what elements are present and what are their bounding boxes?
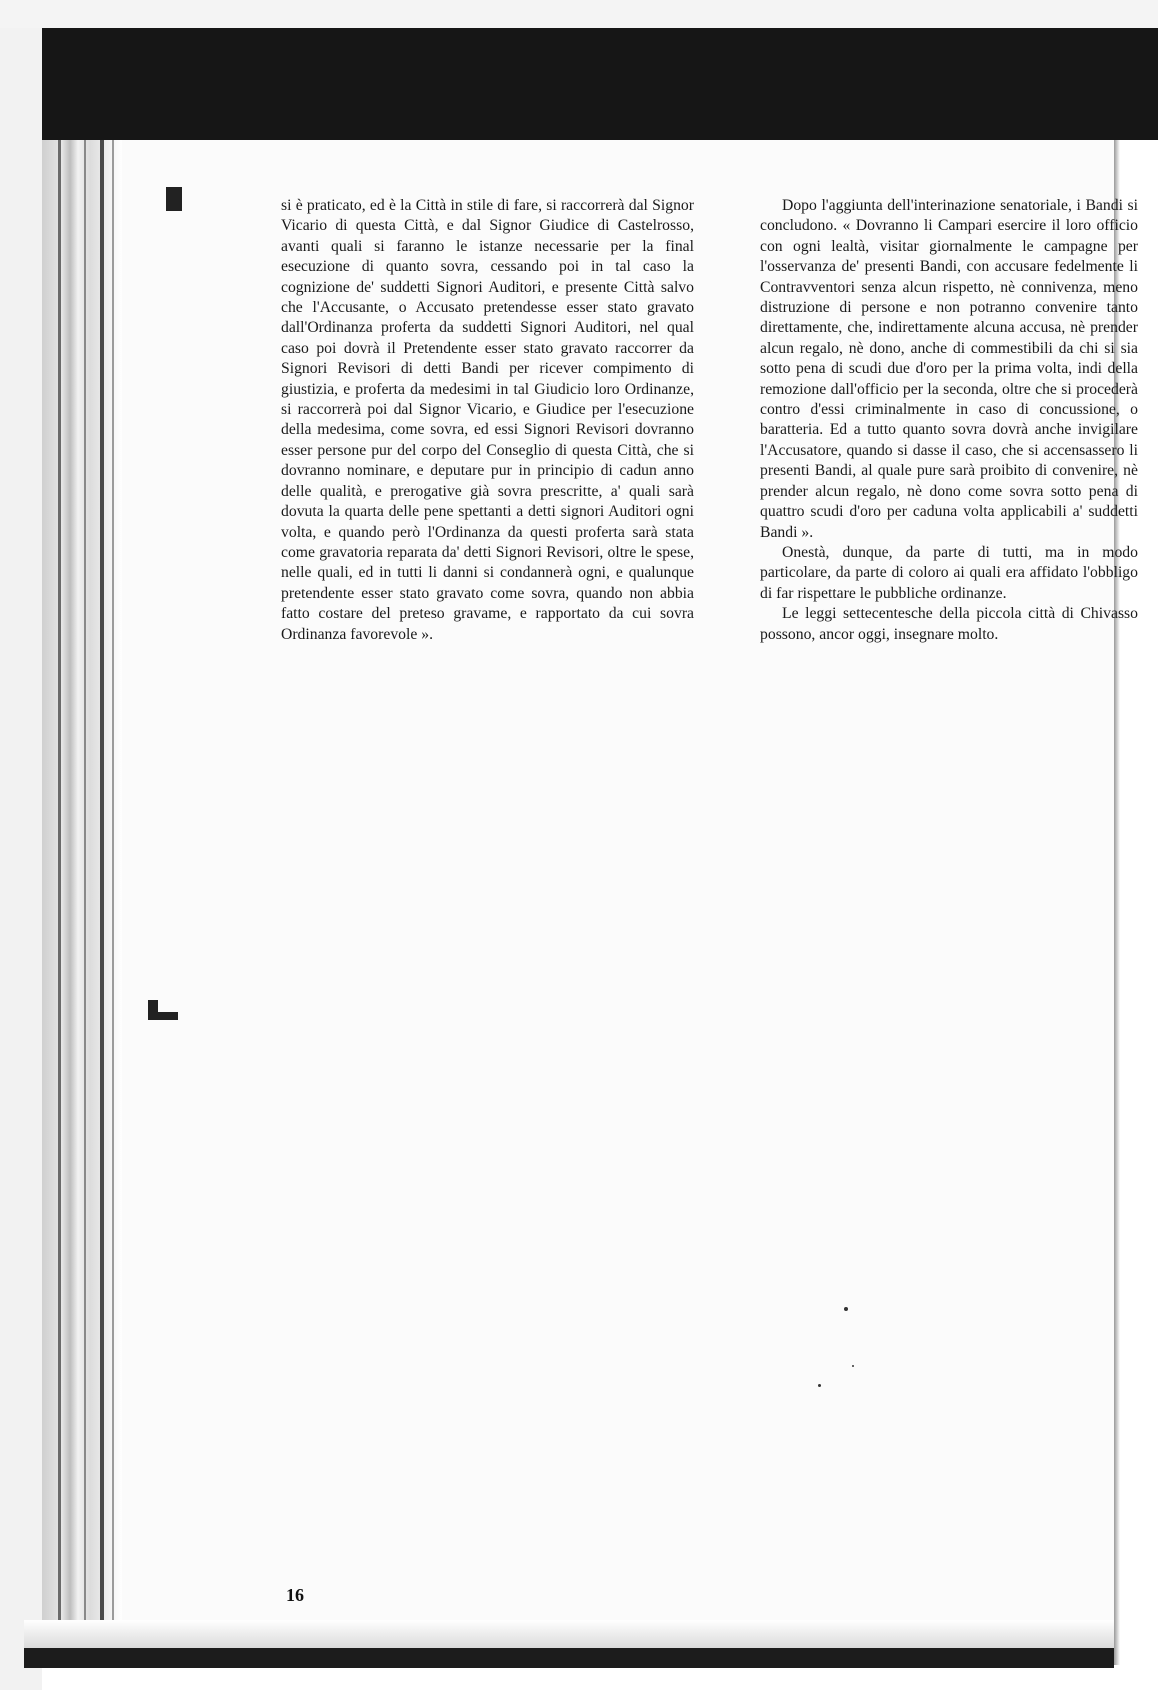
scan-speck [818,1384,821,1387]
paragraph: Le leggi settecentesche della piccola città di Chivasso possono, ancor oggi, insegnare molto. [760,605,1138,643]
scan-left-margin [0,0,42,1690]
scan-speck [852,1365,854,1367]
page-bottom-shadow [24,1620,1114,1650]
scan-dark-band-bottom [24,1648,1114,1668]
page-gutter-shadow [42,140,122,1665]
gutter-line [112,140,114,1665]
scan-mark [166,187,182,211]
scan-top-margin [0,0,1158,28]
scan-speck [844,1307,848,1311]
gutter-line [100,140,104,1665]
paragraph: Onestà, dunque, da parte di tutti, ma in modo particolare, da parte di coloro ai quali era affidato l'obbligo di far rispettare le pubbliche ordinanze. [760,543,1138,602]
gutter-line [84,140,86,1665]
paragraph: Dopo l'aggiunta dell'interinazione senatoriale, i Bandi si concludono. « Dovranno li Campari esercire il loro officio con ogni lealtà, visitar giornalmente le campagne per l'osservanza de' presenti Bandi, con accusare fedelmente li Contravventori senza alcun rispetto, nè connivenza, meno distruzione di persone e non potranno convenire tanto direttamente, che, indirettamente alcuna accusa, nè prender alcun regalo, nè dono, anche di commestibili da chi si sia sotto pena di scudi due d'oro per la prima volta, indi della remozione dall'officio per la seconda, oltre che si procederà contro d'essi criminalmente in caso di concussione, o baratteria. Ed a tutto quanto sovra dovrà anche invigilare l'Accusatore, quando si dasse il caso, che si accensassero li presenti Bandi, al quale pure sarà proibito di convenire, nè prender alcun regalo, nè dono come sovra sotto pena di quattro scudi d'oro per caduna volta applicabili a' suddetti Bandi ». [760,197,1138,541]
text-column-right [760,196,1138,645]
scan-mark [148,1012,178,1020]
text-column-left [281,196,694,645]
paragraph: si è praticato, ed è la Città in stile di fare, si raccorrerà dal Signor Vicario di questa Città, e dal Signor Giudice di Castelrosso, avanti quali si faranno le istanze necessarie per la final esecuzione di quanto sovra, cessando poi in tal caso la cognizione de' suddetti Signori Auditori, e presente Città salvo che l'Accusante, o Accusato pretendesse esser stato gravato dall'Ordinanza proferta da suddetti Signori Auditori, nel qual caso poi dovrà il Pretendente esser stato gravato raccorrer da Signori Revisori di detti Bandi per ricever compimento di giustizia, e proferta da medesimi in tal Giudicio loro Ordinanze, si raccorrerà poi dal Signor Vicario, e Giudice per l'esecuzione della medesima, come sovra, ed essi Signori Revisori dovranno esser persone pur del corpo del Conseglio di questa Città, che si dovranno nominare, e deputare pur in principio di cadun anno delle qualità, e prerogative già sovra prescritte, a' quali sarà dovuta la quarta delle pene spettanti a detti signori Auditori ogni volta, e quando però l'Ordinanza da questi proferta sarà stata come gravatoria reparata da' detti Signori Revisori, oltre le spese, nelle quali, ed in tutti li danni si condannerà ogni, e qualunque pretendente esser stato gravato come sovra, quando non abbia fatto costare del preteso gravame, e rapportato da cui sovra Ordinanza favorevole ». [281,197,694,643]
gutter-line [58,140,61,1665]
page-number: 16 [286,1585,304,1605]
scan-dark-band-top [42,28,1158,140]
